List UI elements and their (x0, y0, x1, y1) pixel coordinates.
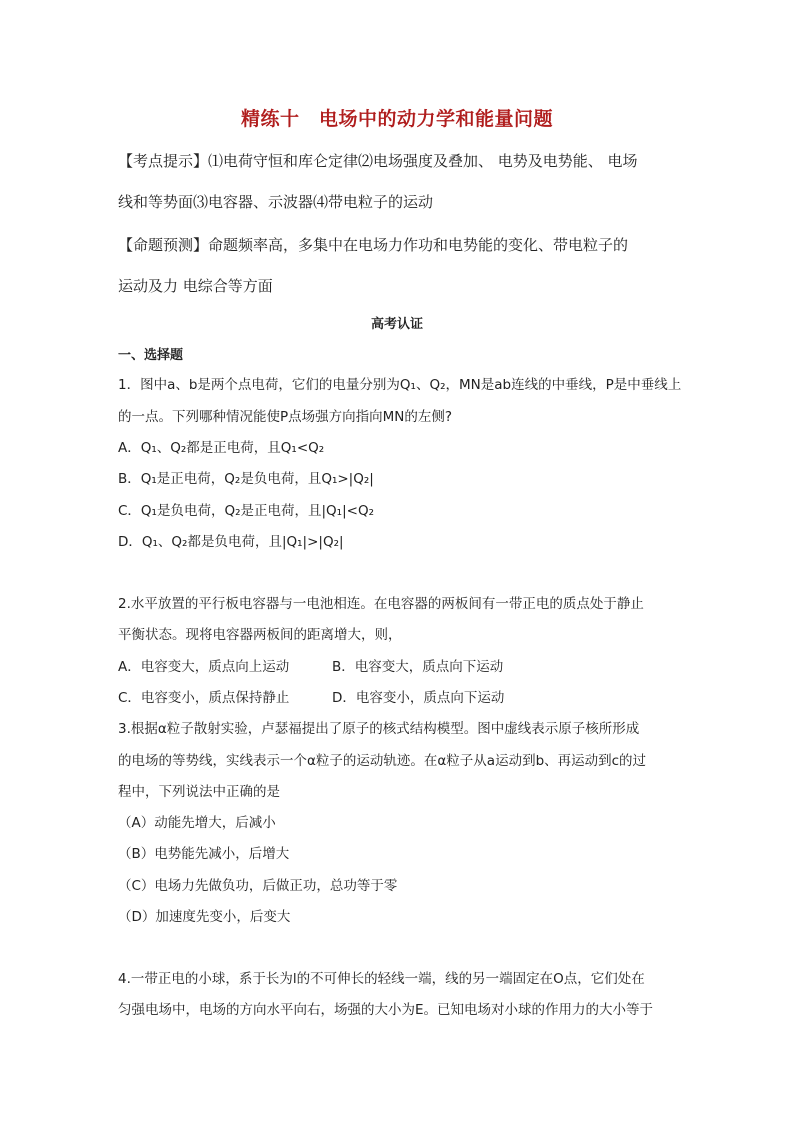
q2-option-c: C．电容变小，质点保持静止 (118, 690, 290, 706)
q3-option-b: （B）电势能先减小，后增大 (118, 846, 290, 862)
tips-line-1: 【考点提示】⑴电荷守恒和库仑定律⑵电场强度及叠加、 电势及电势能、 电场 (118, 152, 638, 170)
page-title: 精练十 电场中的动力学和能量问题 (240, 108, 553, 130)
prediction-line-2: 运动及力 电综合等方面 (118, 277, 273, 295)
q2-option-a: A．电容变大，质点向上运动 (118, 659, 290, 675)
q2-line-1: 2.水平放置的平行板电容器与一电池相连。在电容器的两板间有一带正电的质点处于静止 (118, 596, 644, 612)
section-title: 高考认证 (370, 317, 423, 332)
q3-line-2: 的电场的等势线，实线表示一个α粒子的运动轨迹。在α粒子从a运动到b、再运动到c的过 (118, 753, 647, 769)
q3-line-1: 3.根据α粒子散射实验，卢瑟福提出了原子的核式结构模型。图中虚线表示原子核所形成 (118, 721, 640, 737)
prediction-line-1: 【命题预测】命题频率高，多集中在电场力作功和电势能的变化、带电粒子的 (118, 236, 629, 254)
q1-line-2: 的一点。下列哪种情况能使P点场强方向指向MN的左侧? (118, 409, 453, 425)
q3-option-c: （C）电场力先做负功，后做正功，总功等于零 (118, 878, 398, 894)
section-heading: 一、选择题 (118, 348, 184, 363)
tips-line-2: 线和等势面⑶电容器、示波器⑷带电粒子的运动 (118, 193, 434, 211)
q3-line-3: 程中，下列说法中正确的是 (118, 784, 280, 800)
q2-option-d: D．电容变小，质点向下运动 (332, 690, 505, 706)
q1-option-c: C．Q₁是负电荷，Q₂是正电荷，且|Q₁|<Q₂ (118, 503, 374, 519)
q4-line-1: 4.一带正电的小球，系于长为l的不可伸长的轻线一端，线的另一端固定在O点，它们处在 (118, 971, 645, 987)
q4-line-2: 匀强电场中，电场的方向水平向右，场强的大小为E。已知电场对小球的作用力的大小等于 (118, 1002, 654, 1018)
q2-option-b: B．电容变大，质点向下运动 (332, 659, 504, 675)
q3-option-a: （A）动能先增大，后减小 (118, 815, 276, 831)
q2-line-2: 平衡状态。现将电容器两板间的距离增大，则， (118, 627, 402, 643)
q1-option-d: D．Q₁、Q₂都是负电荷，且|Q₁|>|Q₂| (118, 534, 344, 550)
q3-option-d: （D）加速度先变小，后变大 (118, 909, 291, 925)
q1-line-1: 1．图中a、b是两个点电荷，它们的电量分别为Q₁、Q₂，MN是ab连线的中垂线，P是中垂线上 (118, 377, 682, 393)
q1-option-a: A．Q₁、Q₂都是正电荷，且Q₁<Q₂ (118, 440, 325, 456)
q1-option-b: B．Q₁是正电荷，Q₂是负电荷，且Q₁>|Q₂| (118, 471, 374, 487)
